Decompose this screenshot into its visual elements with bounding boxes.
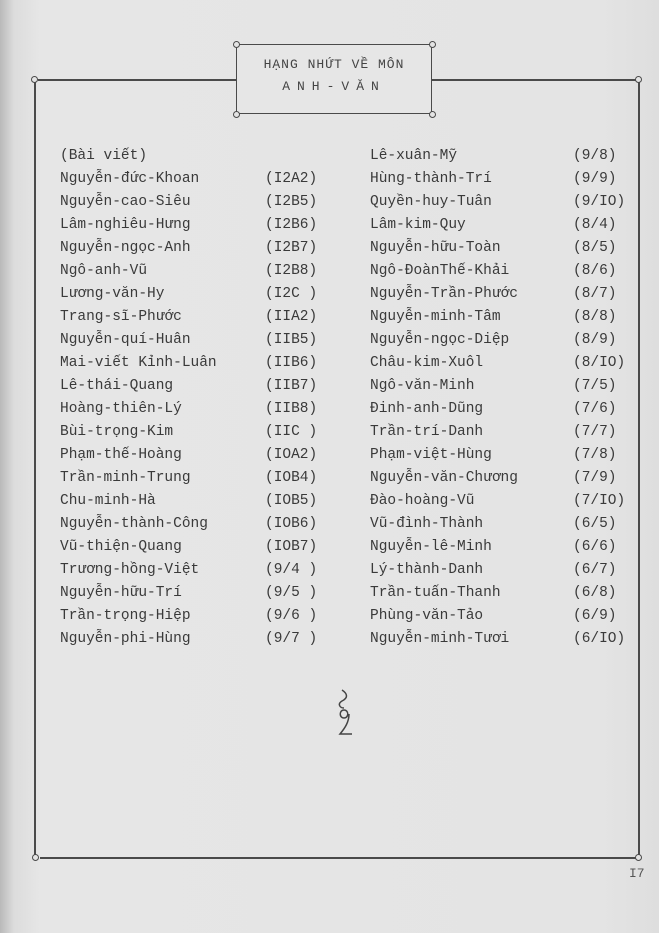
student-name: Ngô-ĐoànThế-Khải [370, 263, 510, 279]
class-code: (I2B6) [265, 217, 318, 233]
list-item [370, 490, 630, 513]
class-code: (IOB4) [265, 470, 318, 486]
flourish-ornament-icon [330, 688, 360, 738]
title-corner-top-right [429, 41, 436, 48]
list-item [60, 536, 330, 559]
student-name: Châu-kim-Xuôl [370, 355, 484, 371]
student-name: Đào-hoàng-Vũ [370, 493, 475, 509]
frame-corner-top-left [31, 76, 38, 83]
class-code: (I2C ) [265, 286, 318, 302]
student-name: Trương-hồng-Việt [60, 562, 200, 578]
list-item [60, 421, 330, 444]
class-code: (7/8) [573, 447, 617, 463]
list-item [60, 467, 330, 490]
student-name: Lê-xuân-Mỹ [370, 148, 458, 164]
class-code: (IIB5) [265, 332, 318, 348]
list-item [60, 306, 330, 329]
title-box [236, 44, 432, 114]
list-item [60, 513, 330, 536]
list-item [370, 306, 630, 329]
list-item [370, 444, 630, 467]
student-name: Đinh-anh-Dũng [370, 401, 484, 417]
class-code: (7/9) [573, 470, 617, 486]
class-code: (7/7) [573, 424, 617, 440]
student-name: Nguyễn-phi-Hùng [60, 631, 191, 647]
class-code: (9/7 ) [265, 631, 318, 647]
list-item [370, 168, 630, 191]
class-code: (9/4 ) [265, 562, 318, 578]
class-code: (6/9) [573, 608, 617, 624]
list-item [370, 375, 630, 398]
list-item [370, 145, 630, 168]
list-item [370, 214, 630, 237]
class-code: (6/5) [573, 516, 617, 532]
list-item [370, 283, 630, 306]
student-name: Trang-sĩ-Phước [60, 309, 182, 325]
class-code: (IOA2) [265, 447, 318, 463]
student-name: Nguyễn-minh-Tươi [370, 631, 510, 647]
class-code: (I2B7) [265, 240, 318, 256]
student-name: Phùng-văn-Tảo [370, 608, 484, 624]
student-name: Lê-thái-Quang [60, 378, 174, 394]
class-code: (8/7) [573, 286, 617, 302]
student-name: Lâm-nghiêu-Hưng [60, 217, 191, 233]
list-item [370, 582, 630, 605]
list-item [60, 582, 330, 605]
student-name: Nguyễn-ngọc-Diệp [370, 332, 510, 348]
student-name: Nguyễn-thành-Công [60, 516, 208, 532]
section-label: (Bài viết) [60, 148, 148, 164]
student-name: Nguyễn-hữu-Toàn [370, 240, 501, 256]
list-item [60, 444, 330, 467]
class-code: (7/5) [573, 378, 617, 394]
list-item [60, 628, 330, 651]
student-name: Hoàng-thiên-Lý [60, 401, 182, 417]
list-item [370, 421, 630, 444]
class-code: (6/IO) [573, 631, 626, 647]
list-item [370, 398, 630, 421]
list-item [60, 237, 330, 260]
class-code: (IIA2) [265, 309, 318, 325]
list-item [370, 329, 630, 352]
student-name: Nguyễn-văn-Chương [370, 470, 518, 486]
left-column [60, 145, 330, 651]
list-item [60, 329, 330, 352]
title-heading: HẠNG NHỨT VỀ MÔN [263, 57, 405, 72]
student-name: Lý-thành-Danh [370, 562, 484, 578]
list-item [60, 375, 330, 398]
list-item [60, 398, 330, 421]
class-code: (7/6) [573, 401, 617, 417]
student-name: Nguyễn-minh-Tâm [370, 309, 501, 325]
list-item [60, 260, 330, 283]
student-name: Nguyễn-Trần-Phước [370, 286, 518, 302]
title-subject: ANH-VĂN [282, 79, 386, 94]
class-code: (6/7) [573, 562, 617, 578]
list-item [370, 513, 630, 536]
class-code: (8/6) [573, 263, 617, 279]
list-item [370, 352, 630, 375]
frame-corner-bottom-right [635, 854, 642, 861]
list-item [370, 191, 630, 214]
class-code: (8/IO) [573, 355, 626, 371]
class-code: (6/6) [573, 539, 617, 555]
class-code: (IIB6) [265, 355, 318, 371]
frame-left [34, 82, 36, 858]
class-code: (I2B8) [265, 263, 318, 279]
class-code: (8/5) [573, 240, 617, 256]
list-item [60, 214, 330, 237]
student-name: Trần-tuấn-Thanh [370, 585, 501, 601]
student-name: Quyền-huy-Tuân [370, 194, 492, 210]
student-name: Nguyễn-ngọc-Anh [60, 240, 191, 256]
student-name: Phạm-thế-Hoàng [60, 447, 182, 463]
class-code: (8/8) [573, 309, 617, 325]
frame-top-left [38, 79, 236, 81]
class-code: (9/IO) [573, 194, 626, 210]
student-name: Chu-minh-Hà [60, 493, 156, 509]
class-code: (9/5 ) [265, 585, 318, 601]
list-item [60, 352, 330, 375]
right-column [370, 145, 630, 651]
class-code: (7/IO) [573, 493, 626, 509]
list-item [60, 490, 330, 513]
student-name: Phạm-việt-Hùng [370, 447, 492, 463]
student-name: Ngô-văn-Minh [370, 378, 475, 394]
list-item [60, 283, 330, 306]
student-name: Trần-minh-Trung [60, 470, 191, 486]
title-corner-bottom-right [429, 111, 436, 118]
class-code: (8/4) [573, 217, 617, 233]
student-name: Hùng-thành-Trí [370, 171, 492, 187]
class-code: (IIC ) [265, 424, 318, 440]
title-corner-bottom-left [233, 111, 240, 118]
class-code: (9/9) [573, 171, 617, 187]
frame-top-right [432, 79, 636, 81]
list-item [60, 605, 330, 628]
student-name: Nguyễn-quí-Huân [60, 332, 191, 348]
section-label-row [60, 145, 330, 168]
student-name: Lương-văn-Hy [60, 286, 165, 302]
list-item [370, 628, 630, 651]
list-item [370, 260, 630, 283]
student-name: Vũ-đình-Thành [370, 516, 484, 532]
student-name: Lâm-kim-Quy [370, 217, 466, 233]
student-name: Nguyễn-hữu-Trí [60, 585, 182, 601]
frame-right [638, 82, 640, 858]
list-item [370, 559, 630, 582]
student-name: Nguyễn-cao-Siêu [60, 194, 191, 210]
class-code: (IIB7) [265, 378, 318, 394]
class-code: (I2B5) [265, 194, 318, 210]
student-name: Nguyễn-đức-Khoan [60, 171, 200, 187]
frame-corner-top-right [635, 76, 642, 83]
class-code: (6/8) [573, 585, 617, 601]
student-name: Bùi-trọng-Kim [60, 424, 174, 440]
list-item [60, 191, 330, 214]
list-item [370, 605, 630, 628]
class-code: (IOB5) [265, 493, 318, 509]
student-name: Mai-viết Kỉnh-Luân [60, 355, 217, 371]
student-name: Trần-trọng-Hiệp [60, 608, 191, 624]
list-item [370, 237, 630, 260]
frame-corner-bottom-left [32, 854, 39, 861]
class-code: (IOB7) [265, 539, 318, 555]
title-corner-top-left [233, 41, 240, 48]
class-code: (9/6 ) [265, 608, 318, 624]
student-name: Nguyễn-lê-Minh [370, 539, 492, 555]
list-item [370, 467, 630, 490]
class-code: (IIB8) [265, 401, 318, 417]
page-number: I7 [629, 866, 645, 881]
student-name: Trần-trí-Danh [370, 424, 484, 440]
class-code: (9/8) [573, 148, 617, 164]
student-name: Ngô-anh-Vũ [60, 263, 148, 279]
frame-bottom [40, 857, 637, 859]
student-name: Vũ-thiện-Quang [60, 539, 182, 555]
list-item [370, 536, 630, 559]
class-code: (IOB6) [265, 516, 318, 532]
class-code: (I2A2) [265, 171, 318, 187]
class-code: (8/9) [573, 332, 617, 348]
list-item [60, 559, 330, 582]
list-item [60, 168, 330, 191]
